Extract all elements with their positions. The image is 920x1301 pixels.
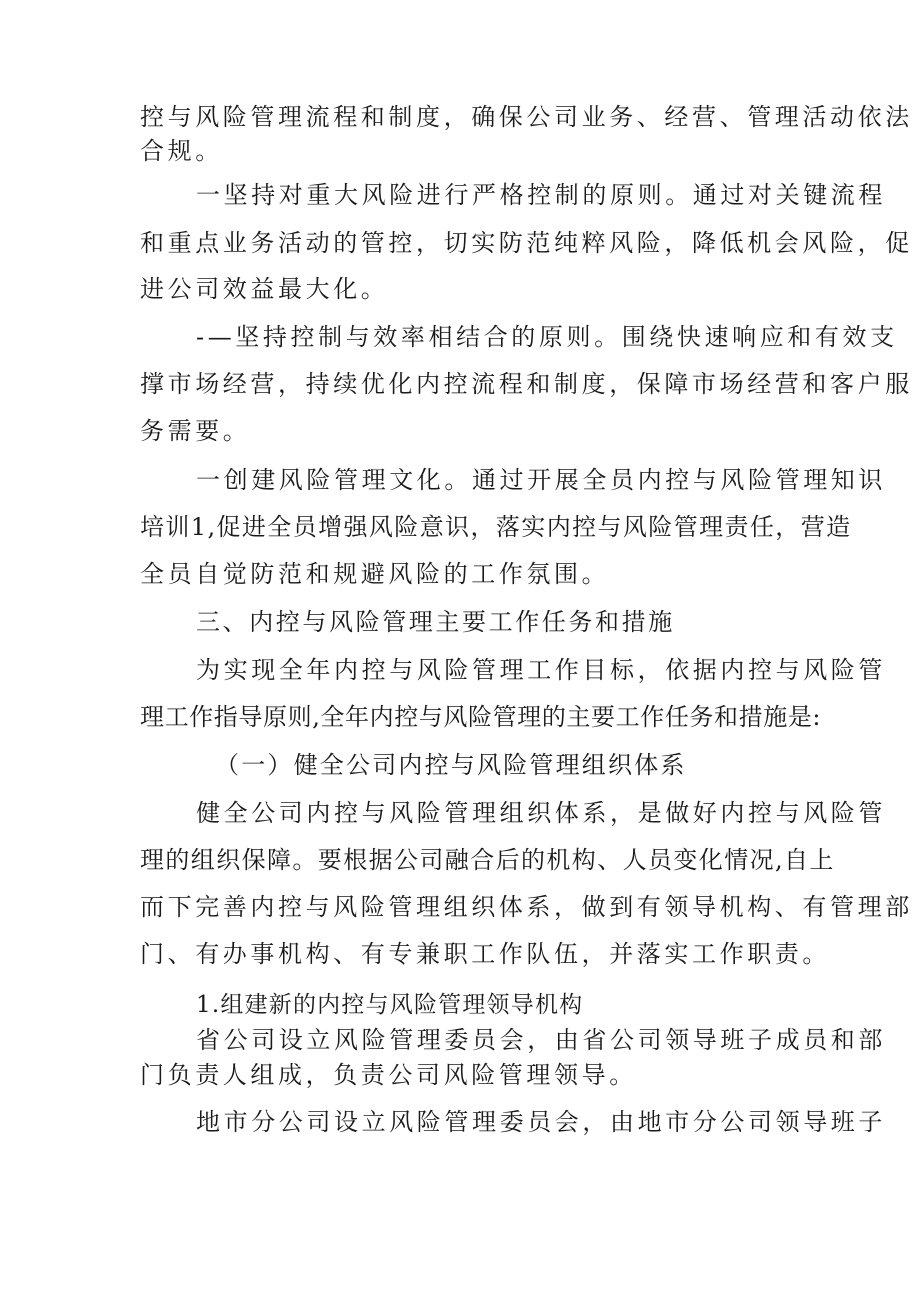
body-text-line: 撑市场经营，持续优化内控流程和制度，保障市场经营和客户服 bbox=[140, 370, 913, 398]
body-text-line: 和重点业务活动的管控，切实防范纯粹风险，降低机会风险，促 bbox=[140, 229, 913, 257]
body-text-line: 进公司效益最大化。 bbox=[140, 275, 389, 303]
body-text-line: 理的组织保障。要根据公司融合后的机构、人员变化情况,自上 bbox=[140, 846, 835, 874]
body-paragraph-line: 健全公司内控与风险管理组织体系，是做好内控与风险管 bbox=[196, 799, 886, 827]
body-text-line: 门负责人组成，负责公司风险管理领导。 bbox=[140, 1061, 637, 1089]
body-text-line: 培训1,促进全员增强风险意识，落实内控与风险管理责任，营造 bbox=[140, 513, 852, 541]
body-paragraph-line: 省公司设立风险管理委员会，由省公司领导班子成员和部 bbox=[196, 1026, 886, 1054]
principle-paragraph-line: -—坚持控制与效率相结合的原则。围绕快速响应和有效支 bbox=[196, 323, 898, 351]
body-text-line: 全员自觉防范和规避风险的工作氛围。 bbox=[140, 560, 610, 588]
numbered-item-heading: 1.组建新的内控与风险管理领导机构 bbox=[196, 992, 584, 1018]
body-text-line: 合规。 bbox=[140, 137, 223, 165]
body-text-line: 门、有办事机构、有专兼职工作队伍，并落实工作职责。 bbox=[140, 940, 830, 968]
body-text-line: 务需要。 bbox=[140, 417, 251, 445]
body-paragraph-line: 为实现全年内控与风险管理工作目标，依据内控与风险管 bbox=[196, 656, 886, 684]
body-text-line: 理工作指导原则,全年内控与风险管理的主要工作任务和措施是: bbox=[140, 703, 822, 731]
subsection-heading: （一）健全公司内控与风险管理组织体系 bbox=[215, 751, 687, 779]
body-text-line: 控与风险管理流程和制度，确保公司业务、经营、管理活动依法 bbox=[140, 103, 913, 131]
section-heading: 三、内控与风险管理主要工作任务和措施 bbox=[196, 608, 675, 636]
principle-paragraph-line: 一坚持对重大风险进行严格控制的原则。通过对关键流程 bbox=[196, 181, 886, 209]
body-text-line: 而下完善内控与风险管理组织体系，做到有领导机构、有管理部 bbox=[140, 893, 913, 921]
principle-paragraph-line: 一创建风险管理文化。通过开展全员内控与风险管理知识 bbox=[196, 466, 886, 494]
body-paragraph-line: 地市分公司设立风险管理委员会，由地市分公司领导班子 bbox=[196, 1108, 886, 1136]
